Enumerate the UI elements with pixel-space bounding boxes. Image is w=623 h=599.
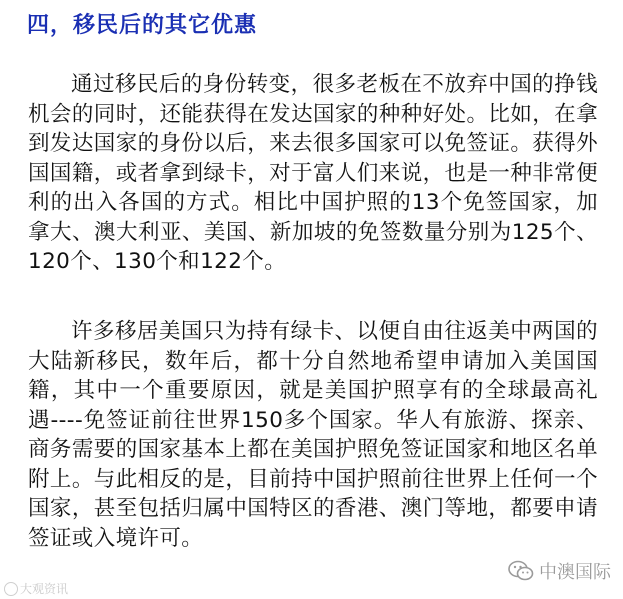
section-heading: 四，移民后的其它优惠	[27, 13, 258, 38]
wechat-account-name: 中澳国际	[539, 562, 611, 583]
source-watermark	[4, 580, 68, 597]
wechat-icon	[508, 560, 534, 582]
paragraph-1	[28, 70, 598, 277]
wechat-watermark	[508, 558, 611, 584]
paragraph-2-text: 许多移居美国只为持有绿卡、以便自由往返美中两国的大陆新移民，数年后，都十分自然地希望申请加入美国国籍，其中一个重要原因，就是美国护照享有的全球最高礼遇----免签证前往世界150多个国家。华人有旅游、探亲、商务需要的国家基本上都在美国护照免签证国家和地区名单附上。与此相反的是，目前持中国护照前往世界上任何一个国家，甚至包括归属中国特区的香港、澳门等地，都要申请签证或入境许可。	[28, 319, 598, 551]
paragraph-1-text: 通过移民后的身份转变，很多老板在不放弃中国的挣钱机会的同时，还能获得在发达国家的种种好处。比如，在拿到发达国家的身份以后，来去很多国家可以免签证。获得外国国籍，或者拿到绿卡，对于富人们来说，也是一种非常便利的出入各国的方式。相比中国护照的13个免签国家，加拿大、澳大利亚、美国、新加坡的免签数量分别为125个、120个、130个和122个。	[28, 72, 598, 274]
paragraph-2	[28, 317, 598, 553]
circle-logo-icon	[4, 582, 18, 596]
source-watermark-text: 大观资讯	[20, 582, 69, 596]
